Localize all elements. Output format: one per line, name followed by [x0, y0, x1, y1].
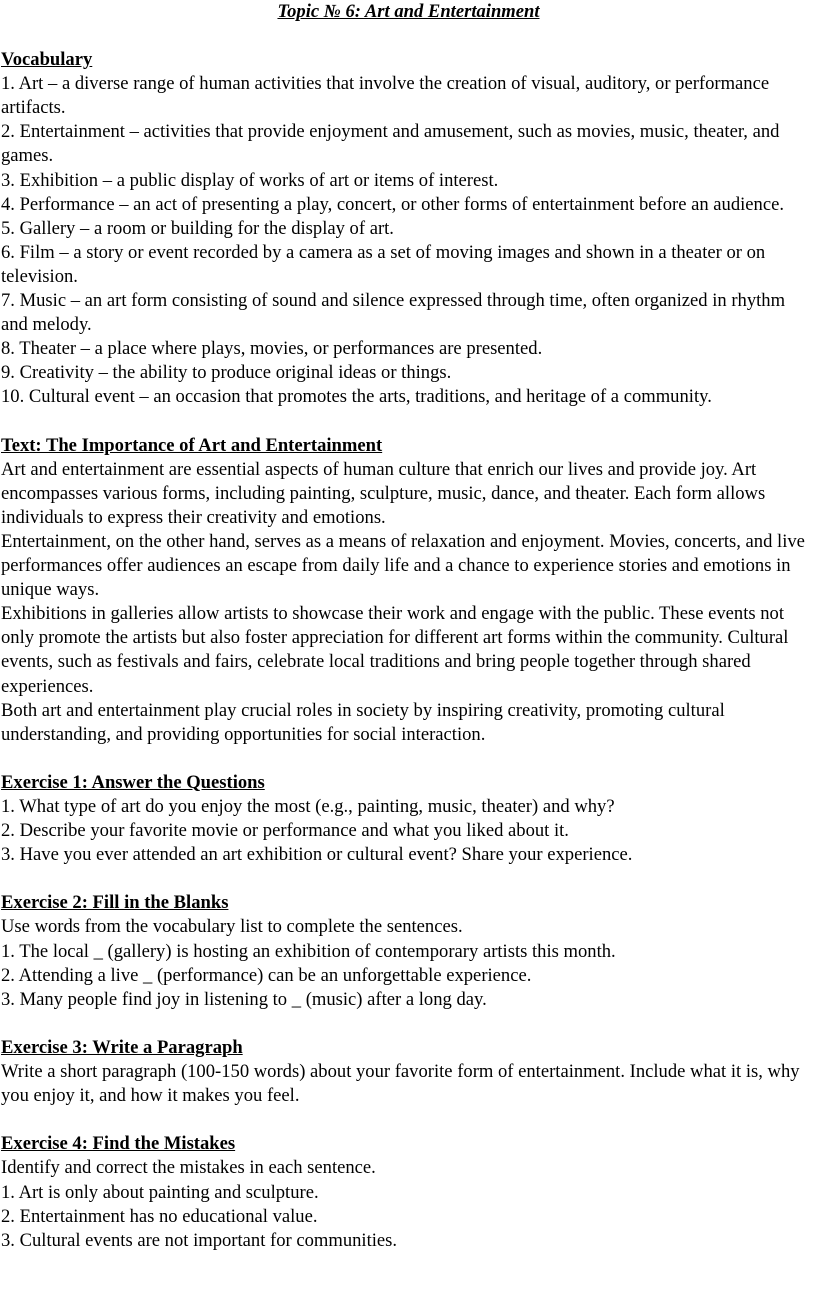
- exercise-3-heading: Exercise 3: Write a Paragraph: [1, 1036, 243, 1058]
- exercise-3-instruction: Write a short paragraph (100-150 words) about your favorite form of entertainment. Include what it is, why you enjoy it, and how it makes you feel.: [1, 1061, 800, 1107]
- exercise-1-section: [1, 771, 816, 867]
- exercise-1-question: 2. Describe your favorite movie or performance and what you liked about it.: [1, 820, 569, 842]
- exercise-1-question: 1. What type of art do you enjoy the most (e.g., painting, music, theater) and why?: [1, 796, 615, 817]
- vocabulary-item: 10. Cultural event – an occasion that promotes the arts, traditions, and heritage of a community.: [1, 386, 712, 408]
- spacer: [1, 1108, 816, 1132]
- exercise-1-heading: Exercise 1: Answer the Questions: [1, 771, 265, 793]
- vocabulary-item: 3. Exhibition – a public display of works of art or items of interest.: [1, 169, 499, 191]
- exercise-2-sentence: 2. Attending a live _ (performance) can be an unforgettable experience.: [1, 964, 532, 986]
- reading-text-section: [1, 434, 816, 747]
- page-title: Topic № 6: Art and Entertainment: [277, 1, 540, 22]
- spacer: [1, 1012, 816, 1036]
- reading-text-heading: Text: The Importance of Art and Entertainment: [1, 434, 383, 456]
- exercise-2-heading: Exercise 2: Fill in the Blanks: [1, 892, 229, 914]
- reading-paragraph: Both art and entertainment play crucial roles in society by inspiring creativity, promoting cultural understanding, and providing opportunities for social interaction.: [1, 699, 725, 745]
- spacer: [1, 24, 816, 48]
- spacer: [1, 867, 816, 891]
- vocabulary-heading: Vocabulary: [1, 49, 93, 71]
- vocabulary-section: [1, 48, 816, 409]
- reading-paragraph: Entertainment, on the other hand, serves as a means of relaxation and enjoyment. Movies, concerts, and live performances offer audiences an escape from daily life and a chance to experience stories and emotions in unique ways.: [1, 530, 805, 601]
- exercise-4-sentence: 3. Cultural events are not important for communities.: [1, 1229, 398, 1251]
- vocabulary-item: 8. Theater – a place where plays, movies, or performances are presented.: [1, 338, 543, 360]
- exercise-3-section: [1, 1036, 816, 1108]
- exercise-4-sentence: 2. Entertainment has no educational value.: [1, 1205, 318, 1227]
- exercise-1-question: 3. Have you ever attended an art exhibition or cultural event? Share your experience.: [1, 844, 633, 866]
- spacer: [1, 410, 816, 434]
- spacer: [1, 747, 816, 771]
- exercise-4-instruction: Identify and correct the mistakes in each sentence.: [1, 1157, 376, 1179]
- exercise-2-sentence: 1. The local _ (gallery) is hosting an exhibition of contemporary artists this month.: [1, 940, 616, 962]
- vocabulary-item: 7. Music – an art form consisting of sound and silence expressed through time, often organized in rhythm and melody.: [1, 290, 786, 336]
- vocabulary-item: 2. Entertainment – activities that provide enjoyment and amusement, such as movies, music, theater, and games.: [1, 121, 780, 167]
- exercise-2-section: [1, 891, 816, 1011]
- exercise-4-section: [1, 1132, 816, 1252]
- vocabulary-item: 1. Art – a diverse range of human activities that involve the creation of visual, auditory, or performance artifacts.: [1, 73, 770, 119]
- reading-paragraph: Art and entertainment are essential aspects of human culture that enrich our lives and provide joy. Art encompasses various forms, including painting, sculpture, music, dance, and theater. Each form allows individuals to express their creativity and emotions.: [1, 458, 766, 528]
- vocabulary-item: 4. Performance – an act of presenting a play, concert, or other forms of entertainment before an audience.: [1, 193, 785, 215]
- vocabulary-item: 9. Creativity – the ability to produce original ideas or things.: [1, 362, 452, 384]
- exercise-2-instruction: Use words from the vocabulary list to complete the sentences.: [1, 916, 463, 938]
- vocabulary-item: 6. Film – a story or event recorded by a camera as a set of moving images and shown in a theater or on television.: [1, 241, 766, 287]
- vocabulary-item: 5. Gallery – a room or building for the display of art.: [1, 217, 394, 239]
- exercise-2-sentence: 3. Many people find joy in listening to _ (music) after a long day.: [1, 988, 487, 1010]
- exercise-4-sentence: 1. Art is only about painting and sculpture.: [1, 1181, 319, 1203]
- exercise-4-heading: Exercise 4: Find the Mistakes: [1, 1133, 236, 1155]
- reading-paragraph: Exhibitions in galleries allow artists to showcase their work and engage with the public. These events not only promote the artists but also foster appreciation for different art forms within the community. Cultural events, such as festivals and fairs, celebrate local traditions and bring people together through shared experiences.: [1, 603, 789, 697]
